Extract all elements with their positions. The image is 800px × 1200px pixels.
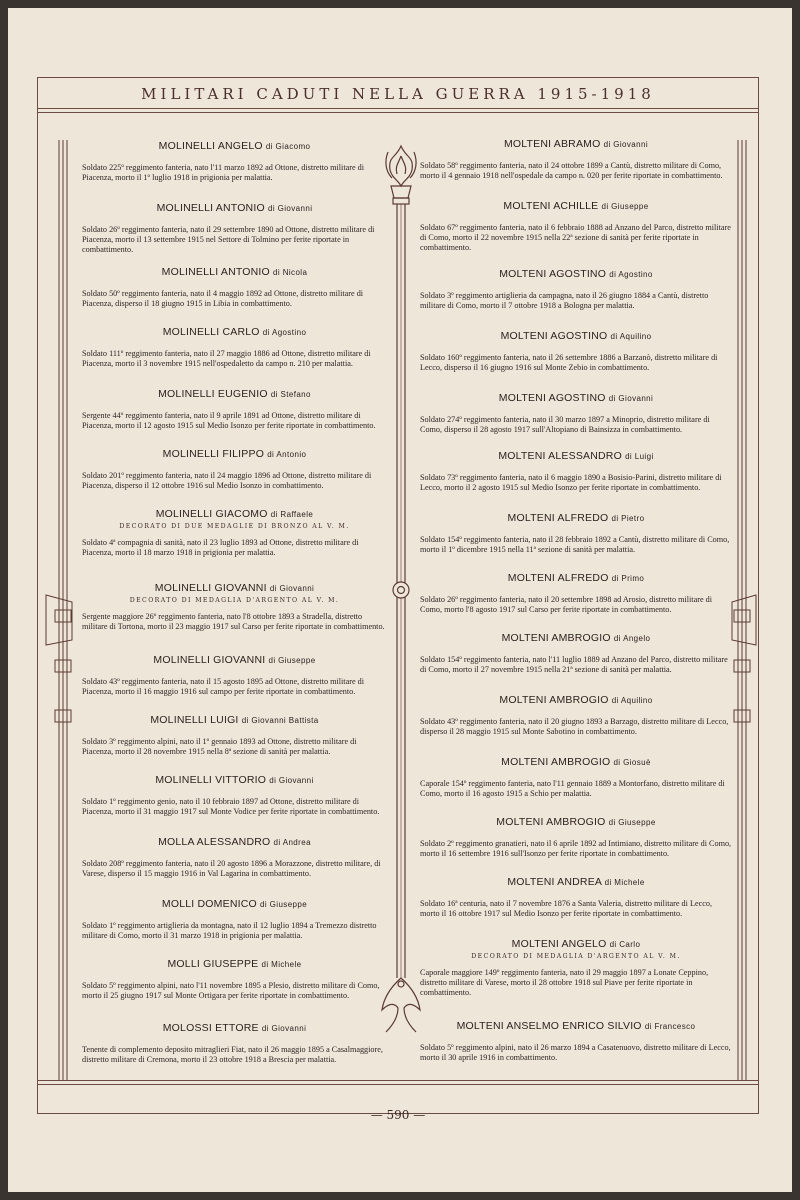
list-item — [420, 694, 732, 737]
list-item — [82, 654, 387, 697]
list-item — [420, 392, 732, 435]
entry-name: MOLINELLI FILIPPO — [162, 448, 265, 460]
entry-name: MOLINELLI ANTONIO — [156, 202, 265, 214]
entry-text: Tenente di complemento deposito mitraglieri Fiat, nato il 26 maggio 1895 a Casalmaggiore, distretto militare di Cremona, morto il 23 ottobre 1918 a Brescia per malattia. — [82, 1045, 383, 1064]
entry-patronymic: di Primo — [611, 574, 645, 583]
entry-name: MOLTENI ALFREDO — [507, 512, 609, 524]
list-item — [82, 202, 387, 254]
entry-name: MOLINELLI GIOVANNI — [153, 654, 266, 666]
entry-patronymic: di Michele — [604, 878, 645, 887]
right-fasces-ornament-icon — [728, 140, 758, 1080]
entry-name: MOLTENI AMBROGIO — [501, 632, 611, 644]
entry-name: MOLTENI ANGELO — [511, 938, 607, 950]
entry-text: Soldato 201º reggimento fanteria, nato il 24 maggio 1896 ad Ottone, distretto militare di Piacenza, disperso il 12 ottobre 1916 sul Medio Isonzo in combattimento. — [82, 471, 372, 490]
entry-patronymic: di Giovanni Battista — [241, 716, 319, 725]
entry-text: Soldato 154º reggimento fanteria, nato il 28 febbraio 1892 a Cantù, distretto militare di Como, morto il 1º dicembre 1915 nella 11ª sezione di sanità per malattia. — [420, 535, 730, 554]
list-item — [420, 330, 732, 373]
entry-name: MOLTENI AGOSTINO — [500, 330, 608, 342]
entry-patronymic: di Giuseppe — [260, 900, 308, 909]
entry-text: Soldato 3º reggimento artiglieria da campagna, nato il 26 giugno 1884 a Cantù, distretto militare di Como, morto il 7 ottobre 1918 a Bologna per malattia. — [420, 291, 709, 310]
entry-text: Soldato 160º reggimento fanteria, nato il 26 settembre 1886 a Barzanò, distretto militare di Lecco, disperso il 16 giugno 1916 sul Monte Zebio in combattimento. — [420, 353, 718, 372]
list-item — [420, 1020, 732, 1063]
list-item — [420, 632, 732, 675]
footer-rule — [37, 1080, 759, 1081]
entry-name: MOLLA ALESSANDRO — [158, 836, 271, 848]
entry-name: MOLTENI ABRAMO — [503, 138, 601, 150]
entry-name: MOLTENI ACHILLE — [503, 200, 599, 212]
entry-patronymic: di Michele — [261, 960, 302, 969]
entry-patronymic: di Aquilino — [610, 332, 652, 341]
entry-name: MOLTENI ALESSANDRO — [498, 450, 622, 462]
list-item — [420, 138, 732, 181]
entry-text: Soldato 16ª centuria, nato il 7 novembre 1876 a Santa Valeria, distretto militare di Lecco, morto il 16 ottobre 1917 sul Medio Isonzo per ferite riportate in combattimento. — [420, 899, 712, 918]
entry-text: Soldato 43º reggimento fanteria, nato il 20 giugno 1893 a Barzago, distretto militare di Lecco, disperso il 28 maggio 1915 sul Monte Sabotino in combattimento. — [420, 717, 729, 736]
list-item — [82, 836, 387, 879]
entry-patronymic: di Giuseppe — [268, 656, 316, 665]
entry-text: Caporale maggiore 149º reggimento fanteria, nato il 29 maggio 1897 a Lonate Ceppino, distretto militare di Varese, morto il 28 ottobre 1918 sul Piave per ferite riportate in combattimento. — [420, 968, 709, 997]
entry-name: MOLTENI AMBROGIO — [496, 816, 606, 828]
entry-text: Soldato 73º reggimento fanteria, nato il 6 maggio 1890 a Bosisio-Parini, distretto militare di Lecco, morto il 2 agosto 1915 sul Medio Isonzo per ferite riportate in combattimento. — [420, 473, 722, 492]
entry-name: MOLTENI AMBROGIO — [501, 756, 611, 768]
entry-name: MOLINELLI EUGENIO — [158, 388, 268, 400]
header-rule-thin — [37, 112, 759, 113]
list-item — [82, 266, 387, 309]
entry-patronymic: di Luigi — [625, 452, 654, 461]
entry-patronymic: di Nicola — [273, 268, 308, 277]
entry-name: MOLOSSI ETTORE — [162, 1022, 259, 1034]
entry-text: Soldato 4ª compagnia di sanità, nato il 23 luglio 1893 ad Ottone, distretto militare di Piacenza, morto il 18 marzo 1918 in prigionia per malattia. — [82, 538, 359, 557]
entry-patronymic: di Agostino — [262, 328, 307, 337]
entry-text: Soldato 58º reggimento fanteria, nato il 24 ottobre 1899 a Cantù, distretto militare di Como, morto il 4 gennaio 1918 nell'ospedale da campo n. 020 per ferite riportate in combattimento. — [420, 161, 723, 180]
list-item — [420, 816, 732, 859]
entry-patronymic: di Agostino — [609, 270, 653, 279]
entry-text: Soldato 154º reggimento fanteria, nato l'11 luglio 1889 ad Anzano del Parco, distretto militare di Como, morto il 27 novembre 1915 nella 21ª sezione di sanità per malattia. — [420, 655, 728, 674]
list-item — [82, 582, 387, 632]
list-item — [420, 200, 732, 252]
list-item — [82, 958, 387, 1001]
entry-patronymic: di Giovanni — [267, 204, 313, 213]
list-item — [82, 1022, 387, 1065]
entry-text: Soldato 3º reggimento alpini, nato il 1º gennaio 1893 ad Ottone, distretto militare di Piacenza, morto il 28 novembre 1915 nella 8ª sezione di sanità per malattia. — [82, 737, 357, 756]
page-title: MILITARI CADUTI NELLA GUERRA 1915-1918 — [141, 85, 655, 103]
entry-name: MOLLI GIUSEPPE — [167, 958, 259, 970]
entry-patronymic: di Giuseppe — [608, 818, 656, 827]
entry-name: MOLTENI ALFREDO — [507, 572, 609, 584]
footer-rule-thin — [37, 1084, 759, 1085]
entry-name: MOLINELLI CARLO — [162, 326, 260, 338]
entry-name: MOLINELLI VITTORIO — [155, 774, 267, 786]
entry-text: Soldato 67º reggimento fanteria, nato il 6 febbraio 1888 ad Anzano del Parco, distretto militare di Como, morto il 22 novembre 1915 nella 22ª sezione di sanità per ferite riportate in combattimento. — [420, 223, 731, 252]
list-item — [420, 572, 732, 615]
entry-name: MOLINELLI ANTONIO — [161, 266, 270, 278]
list-item — [420, 876, 732, 919]
entry-patronymic: di Giosuè — [613, 758, 651, 767]
entry-text: Soldato 26º reggimento fanteria, nato il 29 settembre 1890 ad Ottone, distretto militare di Piacenza, morto il 13 settembre 1915 nel Settore di Tolmino per ferite riportate in combattimento. — [82, 225, 375, 254]
entry-name: MOLINELLI GIOVANNI — [154, 582, 267, 594]
entry-text: Soldato 2º reggimento granatieri, nato il 6 aprile 1892 ad Intimiano, distretto militare di Como, morto il 16 settembre 1916 sull'Isonzo per ferite riportate in combattimento. — [420, 839, 732, 858]
list-item — [82, 388, 387, 431]
entry-patronymic: di Aquilino — [611, 696, 653, 705]
entry-patronymic: di Giovanni — [261, 1024, 307, 1033]
entry-patronymic: di Giovanni — [608, 394, 654, 403]
entry-name: MOLTENI ANSELMO ENRICO SILVIO — [456, 1020, 642, 1032]
entry-patronymic: di Angelo — [613, 634, 651, 643]
list-item — [420, 756, 732, 799]
list-item — [82, 508, 387, 558]
entry-name: MOLINELLI ANGELO — [158, 140, 263, 152]
list-item — [82, 774, 387, 817]
entry-patronymic: di Francesco — [644, 1022, 696, 1031]
entry-text: Soldato 43º reggimento fanteria, nato il 15 agosto 1895 ad Ottone, distretto militare di Piacenza, morto il 16 maggio 1916 sul campo per ferite riportate in combattimento. — [82, 677, 364, 696]
entry-patronymic: di Pietro — [611, 514, 645, 523]
entry-name: MOLTENI AMBROGIO — [499, 694, 609, 706]
entry-patronymic: di Giacomo — [265, 142, 311, 151]
entry-text: Caporale 154º reggimento fanteria, nato l'11 gennaio 1889 a Montorfano, distretto militare di Como, morto il 16 agosto 1915 a Schio per malattia. — [420, 779, 725, 798]
left-fasces-ornament-icon — [42, 140, 84, 1080]
list-item — [82, 140, 387, 183]
list-item — [82, 326, 387, 369]
entry-patronymic: di Raffaele — [270, 510, 314, 519]
entry-patronymic: di Andrea — [273, 838, 311, 847]
entry-name: MOLINELLI GIACOMO — [155, 508, 268, 520]
entry-patronymic: di Carlo — [609, 940, 641, 949]
entry-text: Soldato 1º reggimento artiglieria da montagna, nato il 12 luglio 1894 a Tremezzo distretto militare di Como, morto il 31 marzo 1918 in prigionia per malattia. — [82, 921, 377, 940]
list-item — [82, 898, 387, 941]
entry-text: Soldato 26º reggimento fanteria, nato il 20 settembre 1898 ad Arosio, distretto militare di Como, morto l'8 agosto 1917 sul Carso per ferite riportate in combattimento. — [420, 595, 712, 614]
entry-patronymic: di Giovanni — [269, 584, 315, 593]
entry-patronymic: di Giovanni — [269, 776, 314, 785]
entry-text: Soldato 208º reggimento fanteria, nato il 20 agosto 1896 a Morazzone, distretto militare, di Varese, disperso il 15 maggio 1916 in Val Lagarina in combattimento. — [82, 859, 381, 878]
entry-name: MOLINELLI LUIGI — [150, 714, 239, 726]
entry-text: Soldato 5º reggimento alpini, nato l'11 novembre 1895 a Plesio, distretto militare di Como, morto il 25 giugno 1917 sul Monte Ortigara per ferite riportate in combattimento. — [82, 981, 380, 1000]
entry-text: Soldato 1º reggimento genio, nato il 10 febbraio 1897 ad Ottone, distretto militare di Piacenza, morto il 31 maggio 1917 sul Monte Vodice per ferite riportate in combattimento. — [82, 797, 380, 816]
entry-text: Sergente maggiore 26º reggimento fanteria, nato l'8 ottobre 1893 a Stradella, distretto militare di Tortona, morto il 23 maggio 1917 sul Carso per ferite riportate in combattimento. — [82, 612, 385, 631]
header-rule — [37, 108, 759, 109]
entry-patronymic: di Giovanni — [603, 140, 649, 149]
entry-patronymic: di Giuseppe — [601, 202, 649, 211]
list-item — [82, 448, 387, 491]
list-item — [82, 714, 387, 757]
entry-text: Soldato 50º reggimento fanteria, nato il 4 maggio 1892 ad Ottone, distretto militare di Piacenza, disperso il 18 giugno 1915 in Libia in combattimento. — [82, 289, 364, 308]
entry-text: Soldato 111º reggimento fanteria, nato il 27 maggio 1886 ad Ottone, distretto militare di Piacenza, morto il 3 novembre 1915 nell'ospedaletto da campo n. 210 per malattia. — [82, 349, 371, 368]
entry-name: MOLTENI AGOSTINO — [498, 392, 606, 404]
list-item — [420, 450, 732, 493]
entry-text: Sergente 44º reggimento fanteria, nato il 9 aprile 1891 ad Ottone, distretto militare di Piacenza, morto il 12 agosto 1915 sul Medio Isonzo per ferite riportate in combattimento. — [82, 411, 376, 430]
list-item — [420, 268, 732, 311]
entry-text: Soldato 225º reggimento fanteria, nato l'11 marzo 1892 ad Ottone, distretto militare di Piacenza, morto il 1º luglio 1918 in prigionia per malattia. — [82, 163, 365, 182]
entry-decoration: DECORATO DI DUE MEDAGLIE DI BRONZO AL V. M. — [119, 523, 350, 530]
entry-decoration: DECORATO DI MEDAGLIA D'ARGENTO AL V. M. — [471, 953, 681, 960]
entry-decoration: DECORATO DI MEDAGLIA D'ARGENTO AL V. M. — [129, 597, 340, 604]
entry-name: MOLLI DOMENICO — [161, 898, 257, 910]
entry-text: Soldato 274º reggimento fanteria, nato il 30 marzo 1897 a Minoprio, distretto militare di Como, disperso il 28 agosto 1917 sull'Altopiano di Bainsizza in combattimento. — [420, 415, 710, 434]
entry-name: MOLTENI AGOSTINO — [499, 268, 607, 280]
entry-text: Soldato 5º reggimento alpini, nato il 26 marzo 1894 a Casatenuovo, distretto militare di Lecco, morto il 30 aprile 1916 in combattimento. — [420, 1043, 731, 1062]
list-item — [420, 938, 732, 997]
entry-name: MOLTENI ANDREA — [507, 876, 602, 888]
entry-patronymic: di Antonio — [267, 450, 307, 459]
page-number: — 590 — — [370, 1108, 426, 1122]
entry-patronymic: di Stefano — [270, 390, 311, 399]
list-item — [420, 512, 732, 555]
